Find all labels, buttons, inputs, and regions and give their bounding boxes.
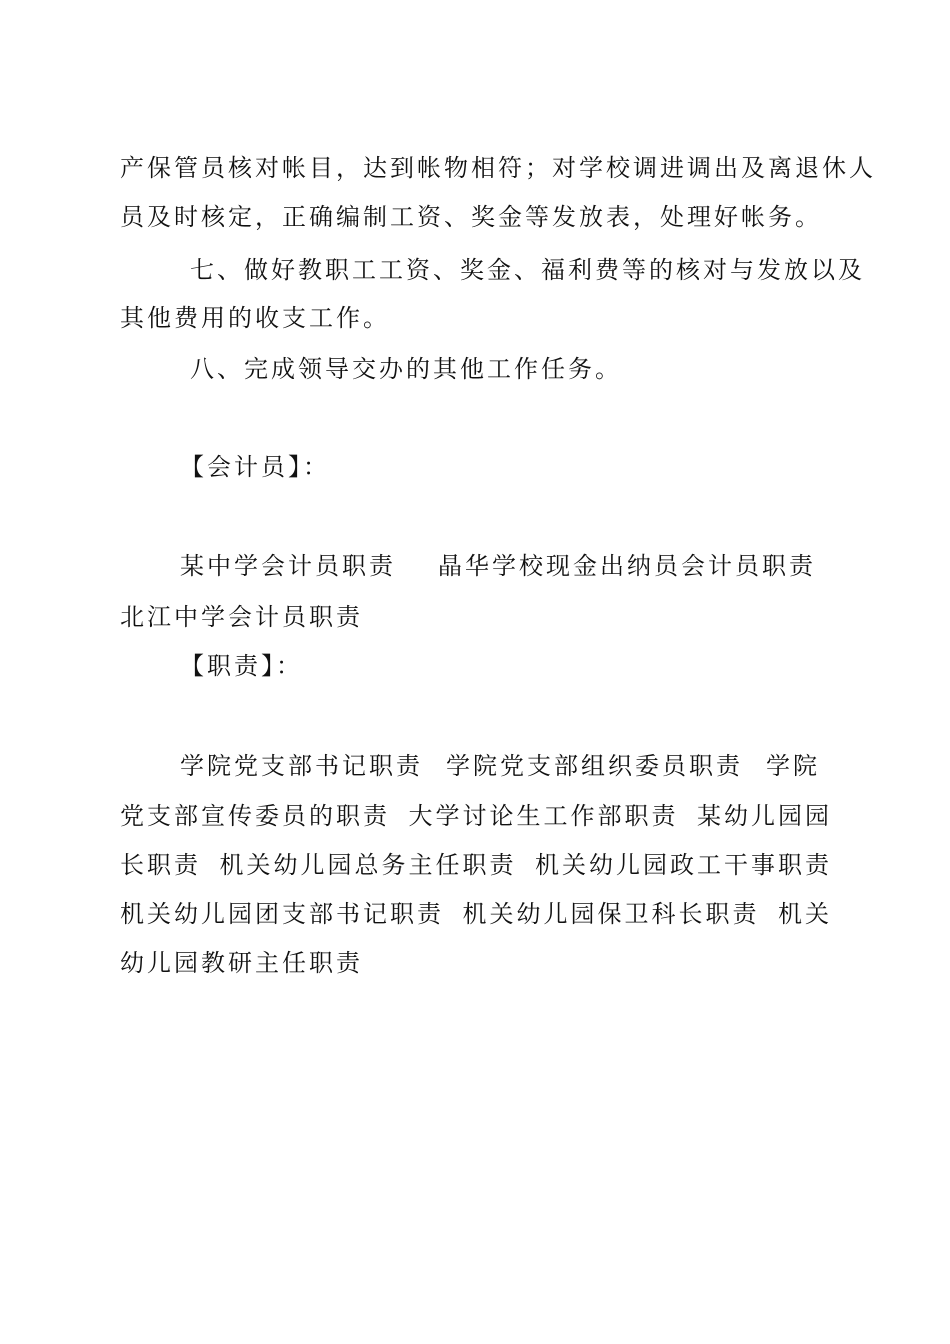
related-link[interactable]: 幼儿园教研主任职责 (120, 949, 363, 977)
paragraph-line: 其他费用的收支工作。 (120, 304, 390, 332)
related-links-line (120, 948, 363, 978)
paragraph-line: 八、完成领导交办的其他工作任务。 (190, 355, 622, 383)
related-link[interactable]: 机关 (778, 900, 832, 928)
paragraph-line: 产保管员核对帐目，达到帐物相符；对学校调进调出及离退休人 (120, 154, 876, 182)
related-link[interactable]: 晶华学校现金出纳员会计员职责 (438, 552, 816, 580)
section-heading: 【职责】： (180, 652, 303, 680)
related-links-line (180, 551, 816, 581)
related-link[interactable]: 北江中学会计员职责 (120, 603, 363, 631)
related-link[interactable]: 机关幼儿园政工干事职责 (535, 851, 832, 879)
related-link[interactable]: 机关幼儿园团支部书记职责 (120, 900, 444, 928)
related-links-line (180, 751, 820, 781)
paragraph-line: 员及时核定，正确编制工资、奖金等发放表，处理好帐务。 (120, 203, 822, 231)
related-link[interactable]: 学院党支部组织委员职责 (446, 752, 743, 780)
related-links-line (120, 801, 832, 831)
related-link[interactable]: 大学讨论生工作部职责 (408, 802, 679, 830)
related-links-line (120, 899, 832, 929)
related-link[interactable]: 学院党支部书记职责 (180, 752, 423, 780)
related-link[interactable]: 机关幼儿园总务主任职责 (219, 851, 517, 879)
paragraph-line: 七、做好教职工工资、奖金、福利费等的核对与发放以及 (190, 256, 865, 284)
related-link[interactable]: 机关幼儿园保卫科长职责 (462, 900, 760, 928)
related-link[interactable]: 某中学会计员职责 (180, 552, 396, 580)
related-link[interactable]: 某幼儿园园 (697, 802, 832, 830)
related-link[interactable]: 长职责 (120, 851, 201, 879)
section-heading: 【会计员】： (180, 453, 330, 481)
related-link[interactable]: 学院 (766, 752, 820, 780)
related-links-line (120, 602, 363, 632)
related-links-line (120, 850, 832, 880)
related-link[interactable]: 党支部宣传委员的职责 (120, 802, 390, 830)
